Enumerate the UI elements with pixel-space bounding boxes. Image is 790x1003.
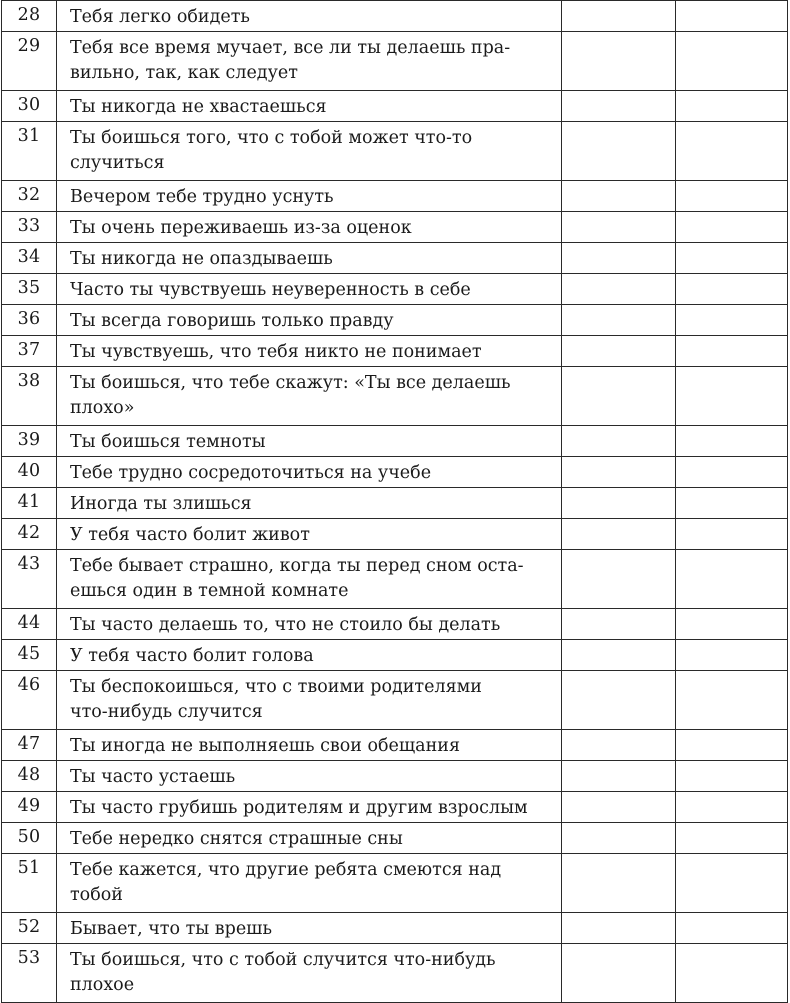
item-number: 40 <box>2 457 57 488</box>
item-statement <box>57 457 562 488</box>
statement-line: Ты беспокоишься, что с твоими родителями <box>70 677 482 697</box>
statement-line: Иногда ты злишься <box>70 494 252 514</box>
answer-cell-1[interactable] <box>562 1 676 32</box>
answer-cell-2[interactable] <box>676 761 788 792</box>
answer-cell-2[interactable] <box>676 550 788 609</box>
answer-cell-1[interactable] <box>562 488 676 519</box>
item-number: 38 <box>2 367 57 426</box>
statement-line: Ты никогда не хвастаешься <box>70 97 327 117</box>
answer-cell-1[interactable] <box>562 609 676 640</box>
item-number: 51 <box>2 854 57 913</box>
table-row <box>2 609 788 640</box>
table-row <box>2 426 788 457</box>
item-statement <box>57 761 562 792</box>
answer-cell-1[interactable] <box>562 730 676 761</box>
answer-cell-1[interactable] <box>562 944 676 1003</box>
statement-line: Ты часто устаешь <box>70 767 236 787</box>
item-number: 33 <box>2 212 57 243</box>
answer-cell-2[interactable] <box>676 792 788 823</box>
statement-line: Тебе кажется, что другие ребята смеются над <box>70 860 502 880</box>
table-row <box>2 243 788 274</box>
statement-line: Ты боишься того, что с тобой может что-то <box>70 128 473 148</box>
answer-cell-1[interactable] <box>562 336 676 367</box>
item-number: 53 <box>2 944 57 1003</box>
statement-line: ешься один в темной комнате <box>70 581 349 601</box>
answer-cell-2[interactable] <box>676 122 788 181</box>
answer-cell-2[interactable] <box>676 457 788 488</box>
answer-cell-2[interactable] <box>676 640 788 671</box>
table-row <box>2 488 788 519</box>
item-statement <box>57 367 562 426</box>
item-number: 52 <box>2 913 57 944</box>
answer-cell-1[interactable] <box>562 550 676 609</box>
answer-cell-1[interactable] <box>562 854 676 913</box>
questionnaire-table <box>1 0 788 1003</box>
table-row <box>2 730 788 761</box>
table-row <box>2 823 788 854</box>
table-row <box>2 336 788 367</box>
answer-cell-2[interactable] <box>676 1 788 32</box>
item-statement <box>57 336 562 367</box>
item-statement <box>57 426 562 457</box>
answer-cell-1[interactable] <box>562 212 676 243</box>
statement-line: случиться <box>70 153 165 173</box>
item-number: 41 <box>2 488 57 519</box>
item-number: 47 <box>2 730 57 761</box>
answer-cell-1[interactable] <box>562 305 676 336</box>
statement-line: Ты никогда не опаздываешь <box>70 249 333 269</box>
item-statement <box>57 305 562 336</box>
table-row <box>2 91 788 122</box>
item-statement <box>57 32 562 91</box>
answer-cell-2[interactable] <box>676 181 788 212</box>
answer-cell-1[interactable] <box>562 367 676 426</box>
answer-cell-1[interactable] <box>562 181 676 212</box>
table-row <box>2 519 788 550</box>
statement-line: Ты боишься, что с тобой случится что-нибудь <box>70 950 496 970</box>
statement-line: Ты иногда не выполняешь свои обещания <box>70 736 460 756</box>
item-number: 48 <box>2 761 57 792</box>
answer-cell-2[interactable] <box>676 519 788 550</box>
item-statement <box>57 122 562 181</box>
item-number: 32 <box>2 181 57 212</box>
answer-cell-2[interactable] <box>676 274 788 305</box>
item-number: 45 <box>2 640 57 671</box>
statement-line: Ты очень переживаешь из-за оценок <box>70 218 412 238</box>
table-row <box>2 122 788 181</box>
item-number: 46 <box>2 671 57 730</box>
statement-line: Ты часто грубишь родителям и другим взрослым <box>70 798 528 818</box>
item-number: 36 <box>2 305 57 336</box>
table-row <box>2 457 788 488</box>
answer-cell-1[interactable] <box>562 243 676 274</box>
answer-cell-2[interactable] <box>676 609 788 640</box>
item-statement <box>57 730 562 761</box>
questionnaire-body <box>2 1 788 1003</box>
item-number: 28 <box>2 1 57 32</box>
statement-line: Тебе бывает страшно, когда ты перед сном оста- <box>70 556 524 576</box>
statement-line: Бывает, что ты врешь <box>70 919 272 939</box>
answer-cell-2[interactable] <box>676 212 788 243</box>
statement-line: Тебе нередко снятся страшные сны <box>70 829 403 849</box>
item-statement <box>57 640 562 671</box>
answer-cell-2[interactable] <box>676 823 788 854</box>
answer-cell-2[interactable] <box>676 944 788 1003</box>
answer-cell-2[interactable] <box>676 91 788 122</box>
statement-line: Ты боишься, что тебе скажут: «Ты все делаешь <box>70 373 511 393</box>
table-row <box>2 550 788 609</box>
table-row <box>2 854 788 913</box>
item-number: 29 <box>2 32 57 91</box>
item-statement <box>57 792 562 823</box>
table-row <box>2 761 788 792</box>
table-row <box>2 305 788 336</box>
table-row <box>2 913 788 944</box>
table-row <box>2 1 788 32</box>
answer-cell-2[interactable] <box>676 305 788 336</box>
table-row <box>2 640 788 671</box>
statement-line: Тебя все время мучает, все ли ты делаешь пра- <box>70 38 511 58</box>
statement-line: Тебя легко обидеть <box>70 7 250 27</box>
item-number: 43 <box>2 550 57 609</box>
item-statement <box>57 550 562 609</box>
item-number: 34 <box>2 243 57 274</box>
statement-line: Вечером тебе трудно уснуть <box>70 187 334 207</box>
statement-line: что-нибудь случится <box>70 702 263 722</box>
item-statement <box>57 854 562 913</box>
answer-cell-2[interactable] <box>676 730 788 761</box>
item-statement <box>57 944 562 1003</box>
answer-cell-2[interactable] <box>676 488 788 519</box>
item-statement <box>57 181 562 212</box>
item-number: 31 <box>2 122 57 181</box>
answer-cell-2[interactable] <box>676 336 788 367</box>
statement-line: Ты боишься темноты <box>70 432 266 452</box>
table-row <box>2 792 788 823</box>
item-statement <box>57 609 562 640</box>
answer-cell-2[interactable] <box>676 243 788 274</box>
statement-line: У тебя часто болит голова <box>70 646 314 666</box>
statement-line: плохо» <box>70 398 135 418</box>
answer-cell-1[interactable] <box>562 823 676 854</box>
item-number: 42 <box>2 519 57 550</box>
answer-cell-2[interactable] <box>676 671 788 730</box>
table-row <box>2 671 788 730</box>
answer-cell-1[interactable] <box>562 457 676 488</box>
table-row <box>2 212 788 243</box>
answer-cell-1[interactable] <box>562 32 676 91</box>
item-statement <box>57 91 562 122</box>
item-statement <box>57 212 562 243</box>
statement-line: Ты часто делаешь то, что не стоило бы делать <box>70 615 501 635</box>
item-number: 30 <box>2 91 57 122</box>
item-number: 37 <box>2 336 57 367</box>
table-row <box>2 181 788 212</box>
statement-line: вильно, так, как следует <box>70 63 298 83</box>
answer-cell-2[interactable] <box>676 426 788 457</box>
statement-line: Тебе трудно сосредоточиться на учебе <box>70 463 432 483</box>
answer-cell-1[interactable] <box>562 761 676 792</box>
statement-line: Ты всегда говоришь только правду <box>70 311 394 331</box>
item-number: 50 <box>2 823 57 854</box>
statement-line: плохое <box>70 975 135 995</box>
item-statement <box>57 823 562 854</box>
item-number: 35 <box>2 274 57 305</box>
table-row <box>2 274 788 305</box>
answer-cell-2[interactable] <box>676 367 788 426</box>
answer-cell-1[interactable] <box>562 122 676 181</box>
answer-cell-1[interactable] <box>562 519 676 550</box>
item-statement <box>57 913 562 944</box>
answer-cell-1[interactable] <box>562 640 676 671</box>
table-row <box>2 944 788 1003</box>
statement-line: Ты чувствуешь, что тебя никто не понимает <box>70 342 482 362</box>
item-number: 49 <box>2 792 57 823</box>
answer-cell-1[interactable] <box>562 671 676 730</box>
answer-cell-2[interactable] <box>676 913 788 944</box>
answer-cell-1[interactable] <box>562 274 676 305</box>
answer-cell-1[interactable] <box>562 426 676 457</box>
item-statement <box>57 1 562 32</box>
statement-line: Часто ты чувствуешь неуверенность в себе <box>70 280 471 300</box>
answer-cell-1[interactable] <box>562 913 676 944</box>
answer-cell-1[interactable] <box>562 792 676 823</box>
item-statement <box>57 488 562 519</box>
item-statement <box>57 274 562 305</box>
answer-cell-1[interactable] <box>562 91 676 122</box>
item-statement <box>57 671 562 730</box>
item-statement <box>57 243 562 274</box>
answer-cell-2[interactable] <box>676 854 788 913</box>
item-number: 39 <box>2 426 57 457</box>
answer-cell-2[interactable] <box>676 32 788 91</box>
item-number: 44 <box>2 609 57 640</box>
table-row <box>2 367 788 426</box>
statement-line: У тебя часто болит живот <box>70 525 310 545</box>
statement-line: тобой <box>70 885 123 905</box>
table-row <box>2 32 788 91</box>
item-statement <box>57 519 562 550</box>
